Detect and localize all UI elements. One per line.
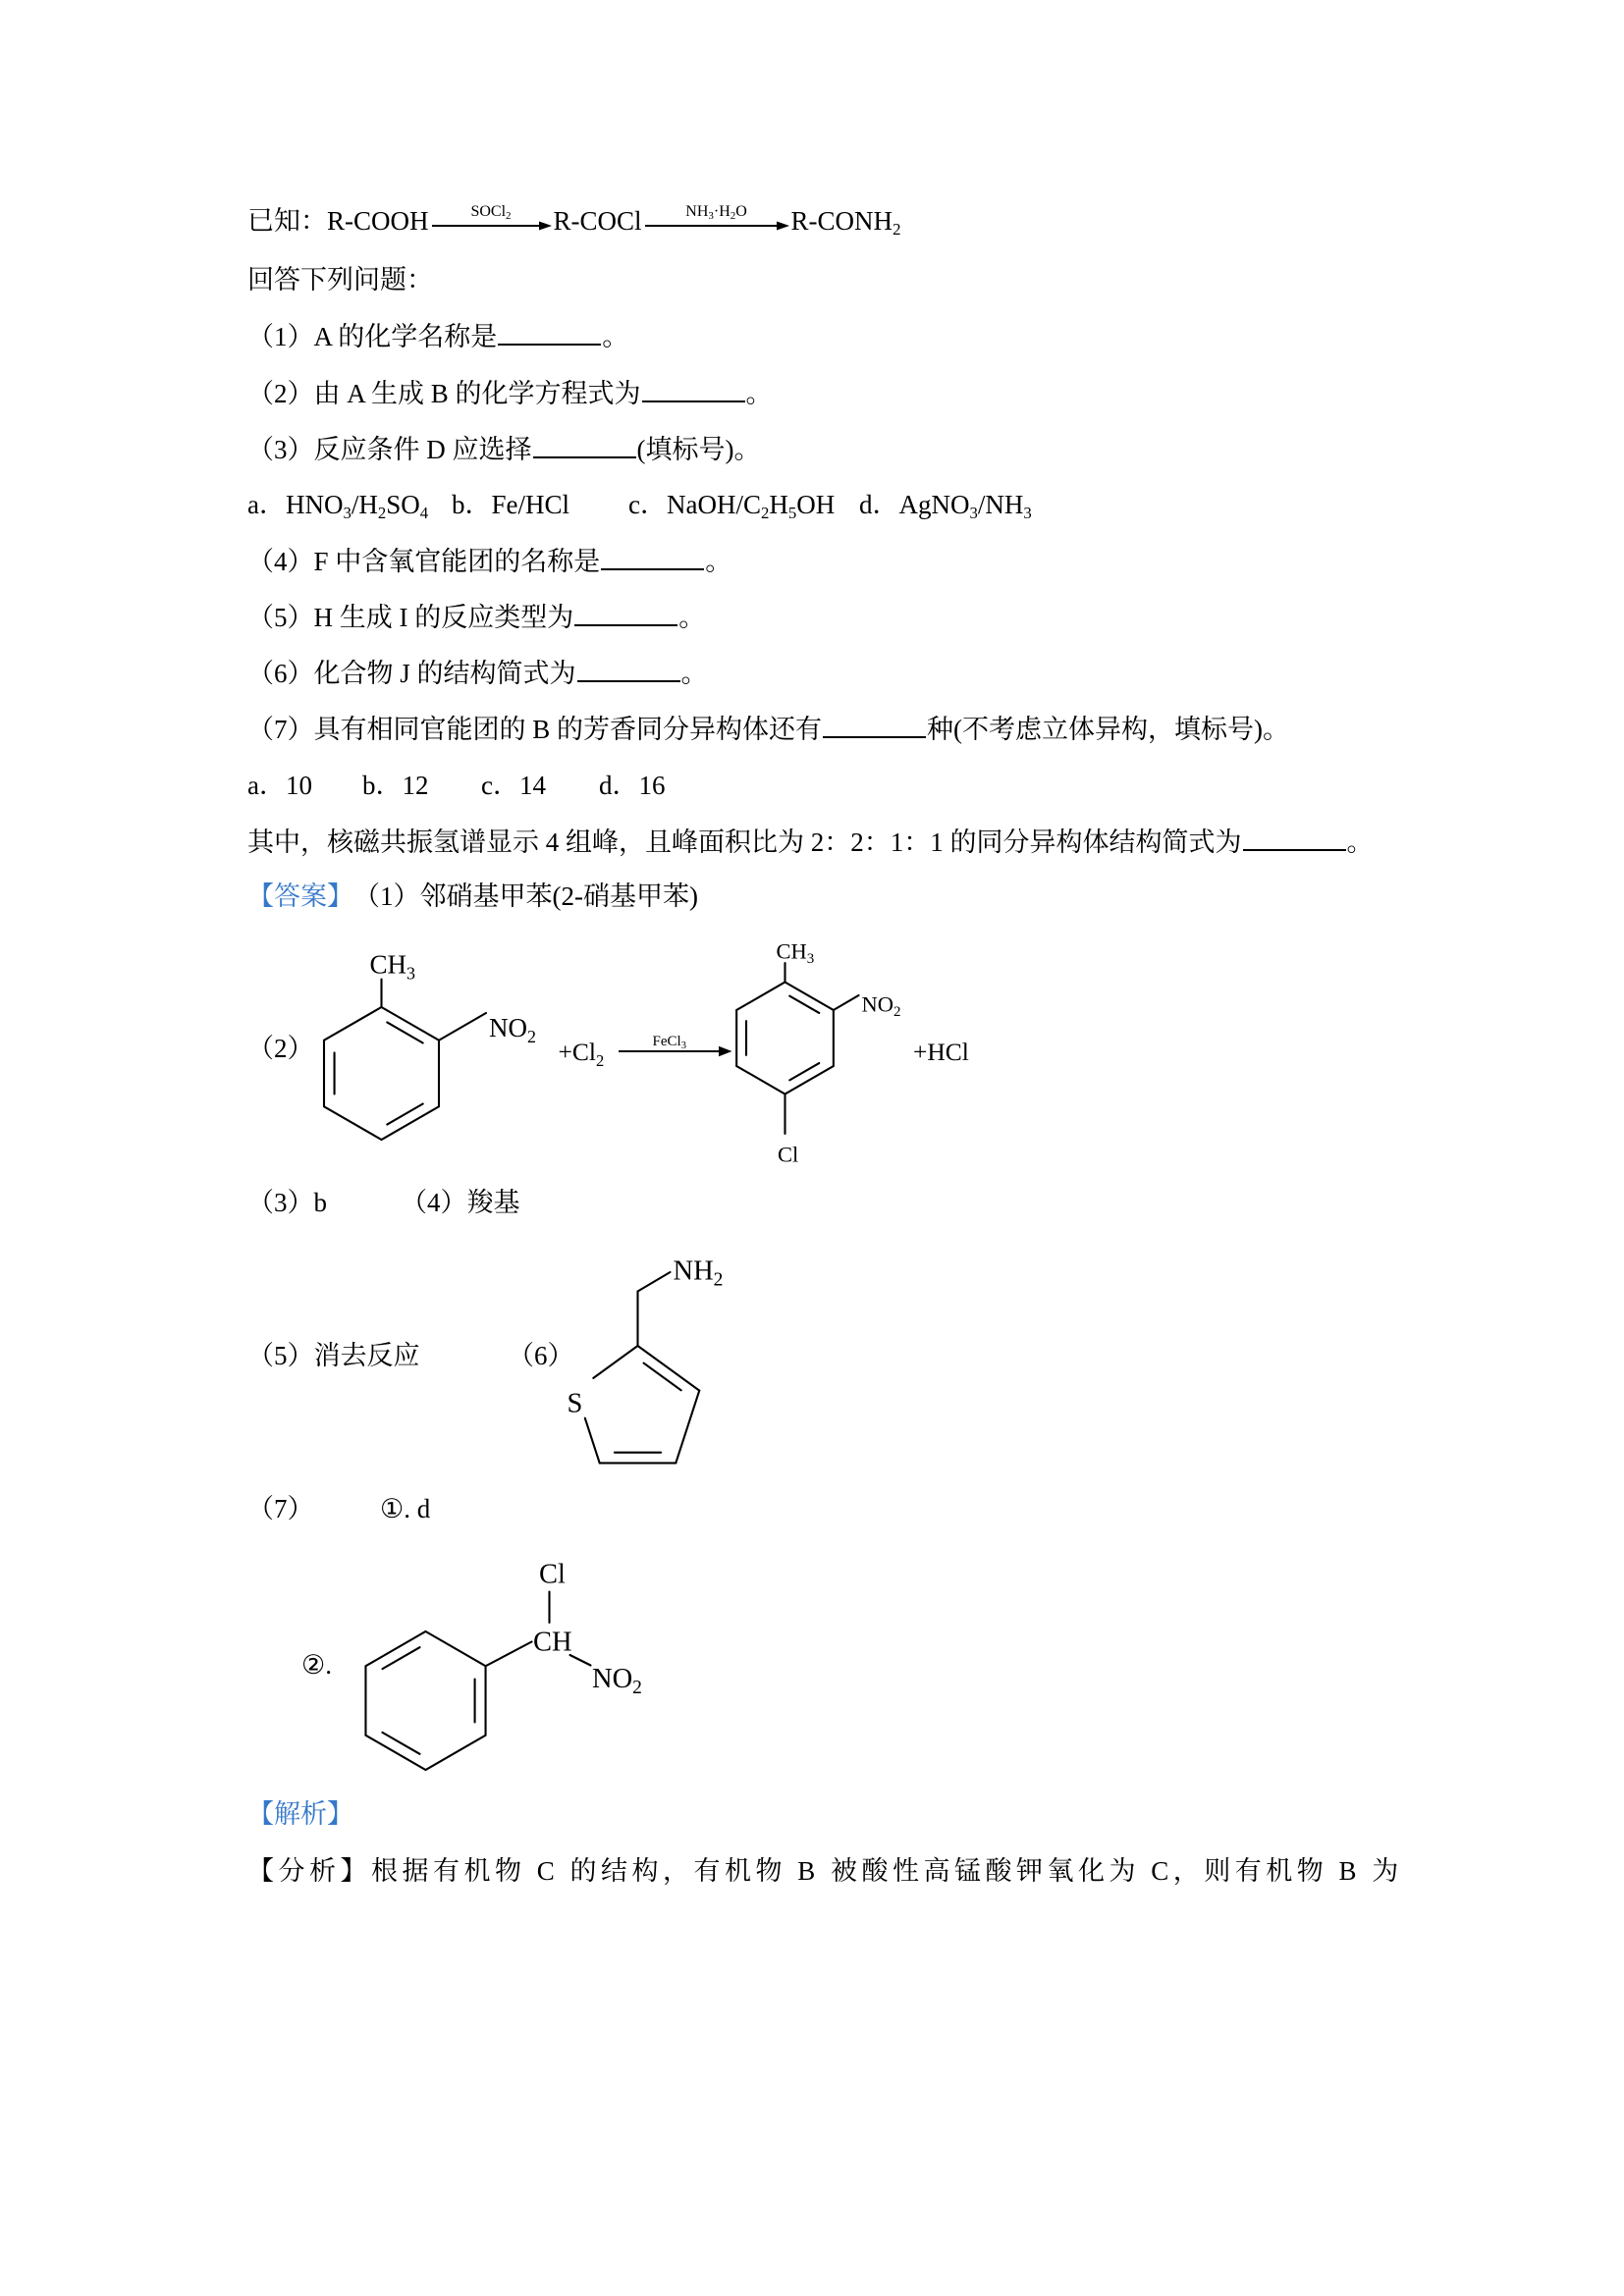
question-2-end: 。	[745, 379, 773, 408]
reagent-2-text-a: NH	[685, 203, 709, 220]
option-b: b．Fe/HCl	[452, 490, 570, 519]
option-d-part: /NH	[977, 490, 1024, 519]
option-d-part: d．AgNO	[859, 490, 970, 519]
answer-7-label	[247, 1491, 314, 1526]
question-6-text: （6）化合物 J 的结构简式为	[247, 659, 576, 688]
reaction-arrow-1	[431, 203, 552, 239]
option-a: a．10	[247, 771, 312, 800]
answer-4-text: （4）羧基	[401, 1188, 520, 1217]
option-c-part: c．NaOH/C	[628, 490, 761, 519]
benzene-ring	[365, 1631, 485, 1770]
nitro-subscript: 2	[893, 1004, 901, 1020]
question-3	[247, 431, 760, 466]
question-7-option-d	[599, 768, 666, 803]
reagent-2-sub-a: 3	[708, 210, 714, 222]
option-a-sub: 3	[343, 504, 352, 523]
known-reaction	[247, 203, 900, 239]
question-1-end: 。	[602, 322, 629, 351]
answer-blank	[533, 431, 636, 458]
amine-subscript: 2	[713, 1269, 724, 1291]
inner-double-bond	[387, 1022, 422, 1042]
analysis-heading	[247, 1796, 353, 1832]
option-c-sub: 2	[760, 504, 770, 523]
known-intermediate: R-COCl	[553, 206, 642, 236]
answer-2-label-text: （2）	[247, 1034, 314, 1063]
answer-7-choice	[380, 1491, 430, 1526]
question-3-option-b	[452, 487, 569, 522]
option-d-sub: 3	[1023, 504, 1032, 523]
answer-2-label	[247, 1031, 314, 1066]
catalyst-text: FeCl	[652, 1034, 681, 1049]
amine-text: NH	[673, 1255, 714, 1287]
option-c-part: H	[769, 490, 788, 519]
answer-4	[401, 1185, 520, 1220]
ring-bond	[638, 1346, 700, 1391]
question-7-followup	[247, 824, 1374, 859]
methyl-text: CH	[776, 938, 807, 964]
answer-blank	[577, 655, 680, 682]
benzene-group	[365, 1592, 590, 1771]
answer-6-label-text: （6）	[508, 1341, 574, 1370]
question-5	[247, 599, 705, 634]
answer-blank	[498, 318, 601, 346]
reactant-ring	[324, 980, 486, 1141]
answer-label: 【答案】	[247, 881, 353, 911]
option-d: d．16	[599, 771, 666, 800]
nitro-bond	[834, 995, 859, 1010]
option-c: c．14	[481, 771, 546, 800]
question-3-option-a	[247, 487, 428, 522]
reagent-text: +Cl	[558, 1038, 596, 1066]
question-1-text: （1）A 的化学名称是	[247, 322, 498, 351]
option-a-sub: 2	[377, 504, 387, 523]
option-c-part: OH	[796, 490, 836, 519]
question-5-end: 。	[678, 603, 706, 632]
nitro-text: NO	[489, 1013, 527, 1042]
question-3-option-c	[628, 487, 835, 522]
answer-7-choice-text: ①. d	[380, 1494, 431, 1523]
nitro-label	[592, 1664, 642, 1698]
reagent-2-text-b: ·H	[713, 203, 731, 220]
thiophene-methanamine-structure	[560, 1237, 766, 1480]
methine-label: CH	[533, 1627, 572, 1658]
reaction-arrow-2	[644, 203, 789, 239]
answer-5	[247, 1338, 420, 1373]
question-4-end: 。	[705, 547, 732, 576]
known-product-text: R-CONH	[790, 206, 893, 236]
product-nitro-label	[862, 992, 901, 1021]
reagent-2-sub-b: 2	[730, 210, 736, 222]
reagent-subscript: 2	[595, 1051, 605, 1070]
answer-7-label-text: （7）	[247, 1494, 314, 1523]
methyl-subscript: 3	[806, 951, 815, 967]
arrow-2-icon	[644, 203, 789, 239]
nitro-subscript: 2	[527, 1027, 536, 1046]
question-7-followup-end: 。	[1346, 828, 1374, 857]
intro-label: 回答下列问题：	[247, 265, 433, 294]
answer-blank	[823, 711, 926, 738]
arrow-head	[719, 1046, 732, 1057]
intro-text	[247, 262, 433, 297]
known-prefix: 已知：R-COOH	[247, 206, 429, 236]
answer-1	[247, 879, 698, 914]
question-6-end: 。	[680, 659, 708, 688]
arrow-1-icon	[431, 203, 552, 239]
question-7-end: 种(不考虑立体异构，填标号)。	[927, 715, 1289, 744]
methyl-subscript: 3	[406, 963, 416, 984]
known-product	[791, 203, 901, 239]
answer-3	[247, 1185, 327, 1220]
catalyst-label	[653, 1034, 686, 1051]
question-5-text: （5）H 生成 I 的反应类型为	[247, 603, 574, 632]
answer-blank	[1243, 824, 1346, 851]
ring-bond	[676, 1391, 699, 1464]
answer-blank	[642, 375, 745, 402]
question-4	[247, 543, 731, 578]
inner-double-bond	[387, 1103, 422, 1124]
option-a-part: /H	[351, 490, 378, 519]
ring-bond	[585, 1418, 600, 1464]
analysis-text: 【分析】根据有机物 C 的结构，有机物 B 被酸性高锰酸钾氧化为 C，则有机物 B 为	[247, 1856, 1403, 1886]
question-2-text: （2）由 A 生成 B 的化学方程式为	[247, 379, 641, 408]
answer-5-text: （5）消去反应	[247, 1341, 420, 1370]
ring-bond	[593, 1346, 637, 1378]
option-d	[859, 487, 1032, 522]
product-methyl-label	[777, 939, 815, 968]
question-7-followup-text: 其中，核磁共振氢谱显示 4 组峰，且峰面积比为 2：2：1：1 的同分异构体结构简式为	[247, 828, 1242, 857]
nitro-bond	[439, 1013, 486, 1041]
question-3-end: (填标号)。	[636, 435, 761, 464]
question-3-text: （3）反应条件 D 应选择	[247, 435, 532, 464]
byproduct-label: +HCl	[913, 1038, 969, 1066]
option-a-sub: 4	[419, 504, 429, 523]
option-c-sub: 5	[787, 504, 797, 523]
chlorine-reagent	[559, 1038, 605, 1070]
nitro-subscript: 2	[632, 1678, 642, 1698]
thiophene-ring	[585, 1272, 699, 1463]
answer-7-structure-label-text: ②.	[301, 1650, 332, 1680]
known-product-subscript: 2	[893, 220, 901, 240]
inner-double-bond	[382, 1733, 419, 1754]
inner-double-bond	[382, 1647, 419, 1669]
question-6	[247, 655, 708, 690]
reagent-2-text-c: O	[735, 203, 747, 220]
chlorination-equation	[312, 928, 1001, 1178]
question-3-option-d	[859, 487, 1032, 522]
answer-3-text: （3）b	[247, 1188, 327, 1217]
option-a-part: SO	[386, 490, 420, 519]
question-7-option-c	[481, 768, 546, 803]
catalyst-subscript: 3	[680, 1041, 686, 1051]
question-1	[247, 318, 628, 353]
side-chain-bond	[638, 1272, 671, 1292]
answer-blank	[574, 599, 677, 626]
answer-1-text: （1）邻硝基甲苯(2-硝基甲苯)	[353, 881, 698, 911]
product-ring	[736, 963, 858, 1134]
reactant-methyl-label	[370, 950, 416, 984]
question-7-option-b	[362, 768, 429, 803]
option-b: b．12	[362, 771, 429, 800]
question-2	[247, 375, 773, 410]
reagent-1-text: SOCl	[470, 203, 507, 220]
reactant-nitro-label	[489, 1013, 536, 1046]
methyl-text: CH	[369, 949, 407, 980]
question-7-option-a	[247, 768, 312, 803]
ring-to-methine-bond	[486, 1642, 532, 1667]
question-4-text: （4）F 中含氧官能团的名称是	[247, 547, 601, 576]
chloronitromethylbenzene-structure	[353, 1546, 671, 1782]
analysis-paragraph	[247, 1853, 1403, 1889]
chloro-label: Cl	[539, 1559, 566, 1590]
sulfur-label: S	[567, 1388, 583, 1419]
nitro-bond	[570, 1655, 591, 1666]
option-a-part: a．HNO	[247, 490, 344, 519]
benzene-ring	[324, 1007, 439, 1140]
amine-label	[674, 1256, 724, 1291]
option-d-sub: 3	[969, 504, 978, 523]
analysis-label: 【解析】	[247, 1799, 353, 1829]
nitro-text: NO	[861, 991, 893, 1017]
reagent-1-subscript: 2	[506, 210, 512, 222]
inner-double-bond	[644, 1363, 681, 1391]
question-7	[247, 711, 1289, 746]
answer-blank	[601, 543, 704, 570]
answer-7-structure-label	[301, 1647, 332, 1682]
option-a	[247, 487, 428, 522]
option-c	[628, 487, 835, 522]
product-chloro-label: Cl	[778, 1142, 799, 1167]
nitro-text: NO	[592, 1664, 633, 1695]
question-7-text: （7）具有相同官能团的 B 的芳香同分异构体还有	[247, 715, 823, 744]
benzene-ring	[736, 983, 834, 1095]
